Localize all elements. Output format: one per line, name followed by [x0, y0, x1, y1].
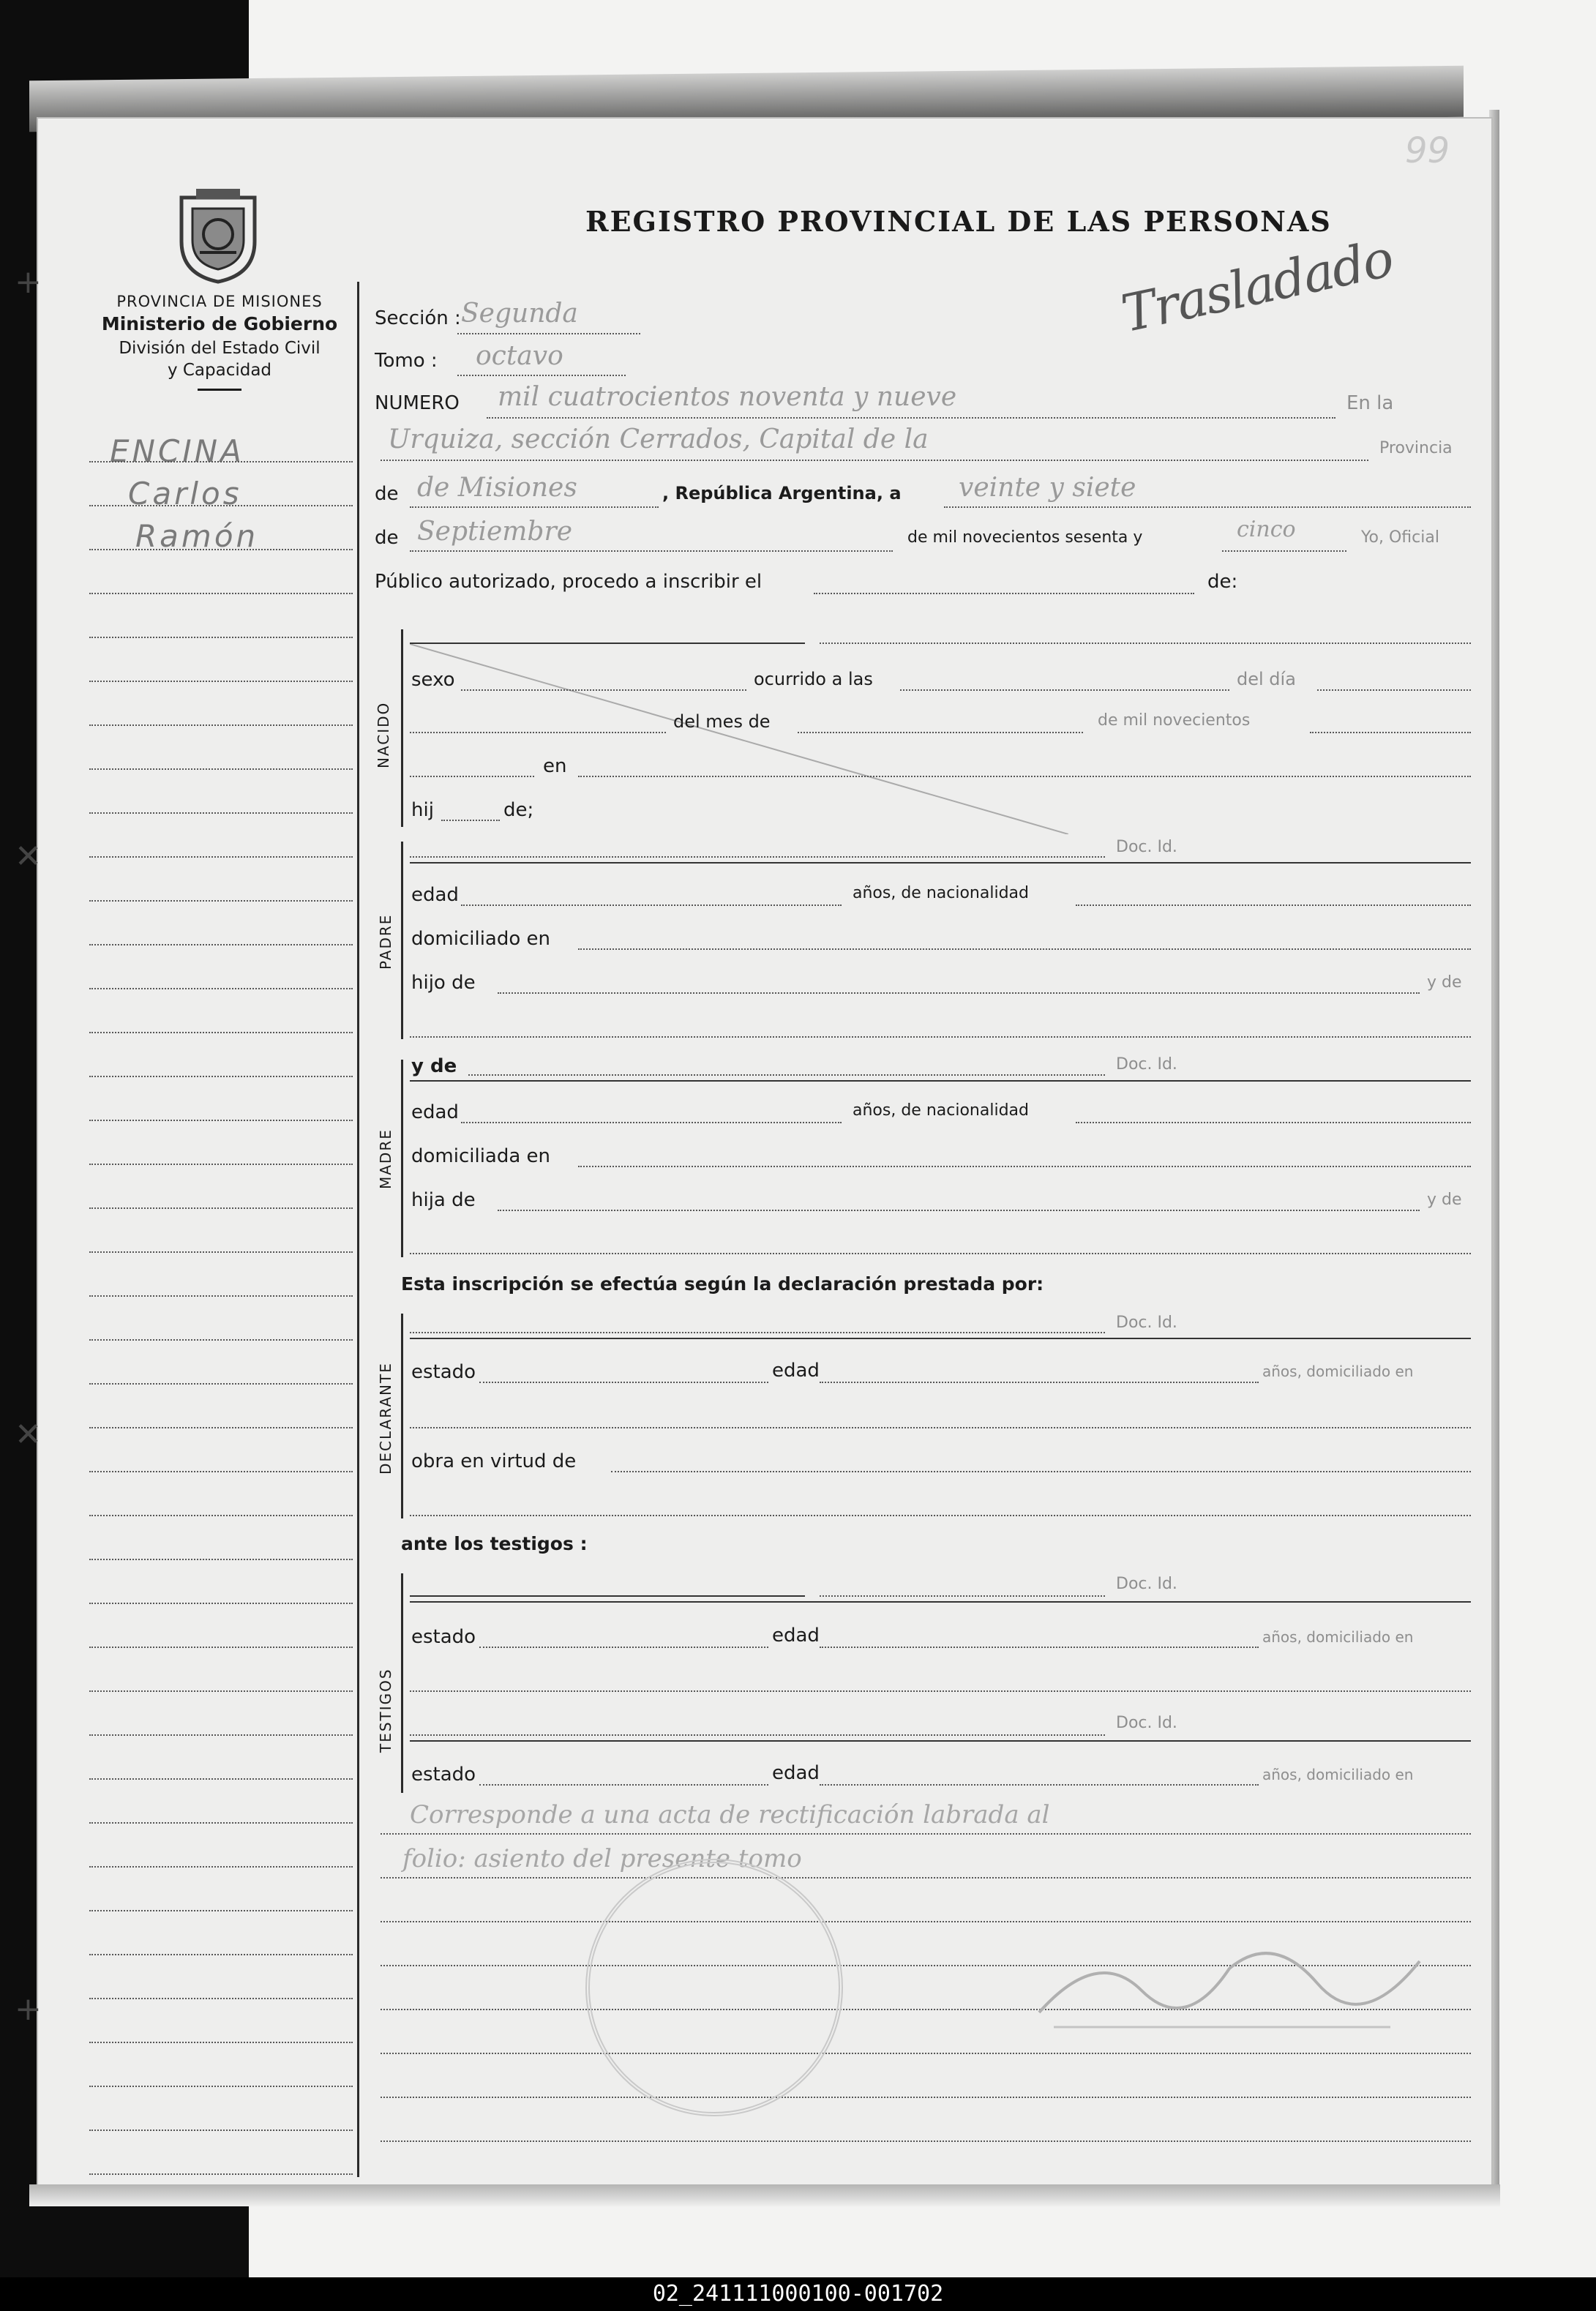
document-title: REGISTRO PROVINCIAL DE LAS PERSONAS — [585, 205, 1332, 238]
margin-ruled-line — [89, 1822, 353, 1824]
margin-ruled-line — [89, 1383, 353, 1385]
domiciled-label: años, domiciliado en — [1262, 1363, 1414, 1380]
field-line — [461, 1122, 842, 1123]
margin-ruled-line — [89, 2130, 353, 2131]
id-doc-label: Doc. Id. — [1116, 838, 1177, 856]
margin-ruled-line — [89, 1647, 353, 1648]
place-value: Urquiza, sección Cerrados, Capital de la — [388, 424, 929, 454]
occurred-label: ocurrido a las — [754, 669, 873, 689]
field-line — [468, 1074, 1105, 1076]
of-label: de — [375, 483, 399, 505]
margin-ruled-line — [89, 1954, 353, 1955]
volume-value: octavo — [476, 341, 563, 371]
nationality-label: años, de nacionalidad — [853, 884, 1029, 902]
field-line — [457, 333, 640, 334]
field-line — [1076, 1122, 1471, 1123]
margin-second-name: Ramón — [135, 518, 259, 554]
margin-ruled-line — [89, 593, 353, 594]
margin-ruled-line — [89, 1778, 353, 1780]
province-label: PROVINCIA DE MISIONES — [116, 293, 323, 310]
margin-ruled-line — [89, 549, 353, 550]
status-label: estado — [411, 1361, 476, 1383]
nationality-label: años, de nacionalidad — [853, 1101, 1029, 1120]
daughter-of-label: hija de — [411, 1189, 476, 1211]
declaration-label: Esta inscripción se efectúa según la declaración prestada por: — [401, 1273, 1044, 1295]
id-doc-label: Doc. Id. — [1116, 1714, 1177, 1732]
sex-label: sexo — [411, 669, 455, 691]
id-doc-label: Doc. Id. — [1116, 1055, 1177, 1074]
field-line — [410, 1427, 1471, 1428]
volume-label: Tomo : — [375, 350, 438, 372]
field-line — [381, 2097, 1471, 2098]
margin-ruled-line — [89, 461, 353, 462]
year-value: cinco — [1237, 517, 1296, 542]
age-label: edad — [772, 1762, 820, 1784]
province-field-label: Provincia — [1379, 439, 1453, 457]
mother-section-label: MADRE — [377, 1128, 394, 1189]
transfer-annotation: Trasladado — [1116, 228, 1398, 345]
margin-ruled-line — [89, 1207, 353, 1209]
annotation-line-1: Corresponde a una acta de rectificación labrada al — [410, 1800, 1050, 1829]
margin-ruled-line — [89, 1295, 353, 1297]
section-bar — [401, 842, 403, 1039]
in-the-label: En la — [1346, 392, 1394, 414]
field-line — [410, 732, 666, 733]
field-line — [410, 1338, 1471, 1339]
child-label: hij — [411, 799, 434, 821]
section-bar — [401, 1573, 403, 1793]
section-label: Sección : — [375, 307, 461, 329]
and-of-label: y de — [1427, 1191, 1462, 1209]
field-line — [410, 1253, 1471, 1254]
header-rule — [198, 389, 241, 391]
division-label: División del Estado Civil — [119, 339, 321, 358]
ministry-label: Ministerio de Gobierno — [101, 313, 338, 334]
month-label: del mes de — [673, 711, 771, 732]
by-virtue-label: obra en virtud de — [411, 1450, 577, 1472]
field-line — [498, 992, 1420, 994]
thousand-label-2: de mil novecientos — [1098, 711, 1251, 730]
field-line — [479, 1382, 768, 1383]
declarant-section-label: DECLARANTE — [377, 1362, 394, 1475]
field-line — [410, 1036, 1471, 1038]
margin-ruled-line — [89, 1603, 353, 1604]
id-doc-label: Doc. Id. — [1116, 1314, 1177, 1332]
field-line — [457, 375, 626, 376]
margin-ruled-line — [89, 2173, 353, 2175]
margin-ruled-line — [89, 1032, 353, 1033]
margin-ruled-line — [89, 1559, 353, 1560]
field-line — [381, 460, 1368, 461]
margin-ruled-line — [89, 1471, 353, 1472]
field-line — [820, 1784, 1259, 1786]
field-line — [410, 1332, 1105, 1333]
born-section-label: NACIDO — [375, 701, 392, 768]
field-line — [820, 1647, 1259, 1648]
field-line — [798, 732, 1083, 733]
margin-ruled-line — [89, 1251, 353, 1253]
father-section-label: PADRE — [377, 913, 394, 970]
field-line — [900, 689, 1229, 691]
coat-of-arms-icon — [167, 183, 269, 285]
field-line — [479, 1784, 768, 1786]
binding-hole-icon: ✕ — [15, 838, 42, 875]
son-of-label: hijo de — [411, 972, 476, 994]
republic-label: , República Argentina, a — [662, 483, 902, 503]
in-label: en — [543, 755, 567, 777]
of-label-2: de — [375, 527, 399, 549]
field-line — [944, 506, 1471, 508]
field-line — [441, 820, 500, 821]
margin-ruled-line — [89, 1515, 353, 1516]
age-label: edad — [772, 1360, 820, 1382]
margin-divider — [357, 282, 359, 2177]
field-line — [1076, 904, 1471, 906]
age-label: edad — [772, 1625, 820, 1647]
margin-ruled-line — [89, 856, 353, 858]
margin-ruled-line — [89, 944, 353, 945]
field-line — [410, 862, 1471, 864]
margin-ruled-line — [89, 724, 353, 726]
number-label: NUMERO — [375, 392, 460, 414]
and-of-label: y de — [1427, 973, 1462, 992]
field-line — [487, 417, 1335, 419]
margin-first-name: Carlos — [128, 476, 242, 512]
age-label: edad — [411, 1101, 459, 1123]
margin-ruled-line — [89, 637, 353, 638]
domiciled-label: años, domiciliado en — [1262, 1628, 1414, 1646]
field-line — [410, 776, 534, 777]
margin-ruled-line — [89, 1998, 353, 1999]
public-label: Público autorizado, procedo a inscribir el — [375, 571, 763, 593]
margin-ruled-line — [89, 1734, 353, 1736]
field-line — [611, 1471, 1471, 1472]
margin-ruled-line — [89, 988, 353, 989]
number-value: mil cuatrocientos noventa y nueve — [498, 382, 957, 412]
of-semicolon-label: de; — [503, 799, 534, 821]
section-bar — [401, 629, 403, 827]
margin-ruled-line — [89, 1339, 353, 1341]
field-line — [410, 856, 1105, 858]
field-line — [578, 948, 1471, 950]
and-of-mother-label: y de — [411, 1055, 457, 1077]
section-bar — [401, 1314, 403, 1518]
field-line — [410, 1690, 1471, 1692]
field-line — [410, 550, 893, 552]
id-doc-label: Doc. Id. — [1116, 1575, 1177, 1593]
margin-ruled-line — [89, 900, 353, 902]
margin-ruled-line — [89, 505, 353, 506]
domicile-f-label: domiciliada en — [411, 1145, 551, 1167]
province-value: de Misiones — [417, 473, 577, 503]
field-line — [410, 506, 659, 508]
capacity-label: y Capacidad — [167, 361, 272, 380]
section-bar — [401, 1060, 403, 1257]
field-line — [410, 1734, 1105, 1736]
thousand-label: de mil novecientos sesenta y — [907, 528, 1143, 547]
binding-hole-icon: + — [15, 1990, 42, 2028]
ministry-header — [80, 293, 359, 391]
field-line — [1317, 689, 1471, 691]
field-line — [1222, 550, 1346, 552]
age-label: edad — [411, 884, 459, 906]
field-line — [381, 1833, 1471, 1835]
annotation-line-2: folio: asiento del presente tomo — [402, 1844, 802, 1873]
margin-ruled-line — [89, 1427, 353, 1428]
field-line — [820, 1382, 1259, 1383]
margin-ruled-line — [89, 812, 353, 814]
witnesses-intro-label: ante los testigos : — [401, 1533, 588, 1554]
domiciled-label: años, domiciliado en — [1262, 1766, 1414, 1783]
margin-ruled-line — [89, 1120, 353, 1121]
day-value: veinte y siete — [959, 473, 1136, 503]
page-bottom-edge — [29, 2184, 1500, 2206]
section-value: Segunda — [461, 299, 578, 329]
field-line — [410, 1740, 1471, 1742]
field-line — [381, 2053, 1471, 2054]
margin-ruled-line — [89, 2086, 353, 2087]
field-line — [410, 1595, 805, 1597]
day-label: del día — [1237, 669, 1296, 689]
of-label-3: de: — [1207, 571, 1238, 593]
margin-ruled-line — [89, 1910, 353, 1911]
margin-ruled-line — [89, 1164, 353, 1165]
binding-hole-icon: + — [15, 263, 42, 301]
margin-ruled-line — [89, 1866, 353, 1868]
margin-ruled-line — [89, 1690, 353, 1692]
field-line — [578, 776, 1471, 777]
field-line — [820, 1595, 1105, 1597]
folio-number: 99 — [1405, 130, 1450, 171]
field-line — [381, 2140, 1471, 2142]
image-filename-caption: 02_241111000100-001702 — [0, 2277, 1596, 2311]
domicile-label: domiciliado en — [411, 928, 551, 950]
binding-hole-icon: ✕ — [15, 1416, 42, 1453]
field-line — [578, 1166, 1471, 1167]
field-line — [410, 1080, 1471, 1082]
official-seal-icon — [585, 1859, 843, 2116]
witnesses-section-label: TESTIGOS — [377, 1668, 394, 1753]
official-label: Yo, Oficial — [1361, 528, 1439, 547]
field-line — [498, 1210, 1420, 1211]
field-line — [461, 689, 746, 691]
field-line — [479, 1647, 768, 1648]
month-value: Septiembre — [417, 517, 572, 547]
margin-ruled-line — [89, 1076, 353, 1077]
margin-surname: ENCINA — [110, 433, 244, 469]
margin-ruled-line — [89, 2042, 353, 2043]
field-line — [461, 904, 842, 906]
signature-icon — [1010, 1903, 1449, 2049]
field-line — [814, 593, 1194, 594]
field-line — [410, 1601, 1471, 1603]
status-label: estado — [411, 1626, 476, 1648]
field-line — [1310, 732, 1471, 733]
field-line — [381, 1877, 1471, 1879]
status-label: estado — [411, 1764, 476, 1786]
margin-ruled-line — [89, 681, 353, 682]
field-line — [410, 1515, 1471, 1516]
margin-ruled-line — [89, 768, 353, 770]
